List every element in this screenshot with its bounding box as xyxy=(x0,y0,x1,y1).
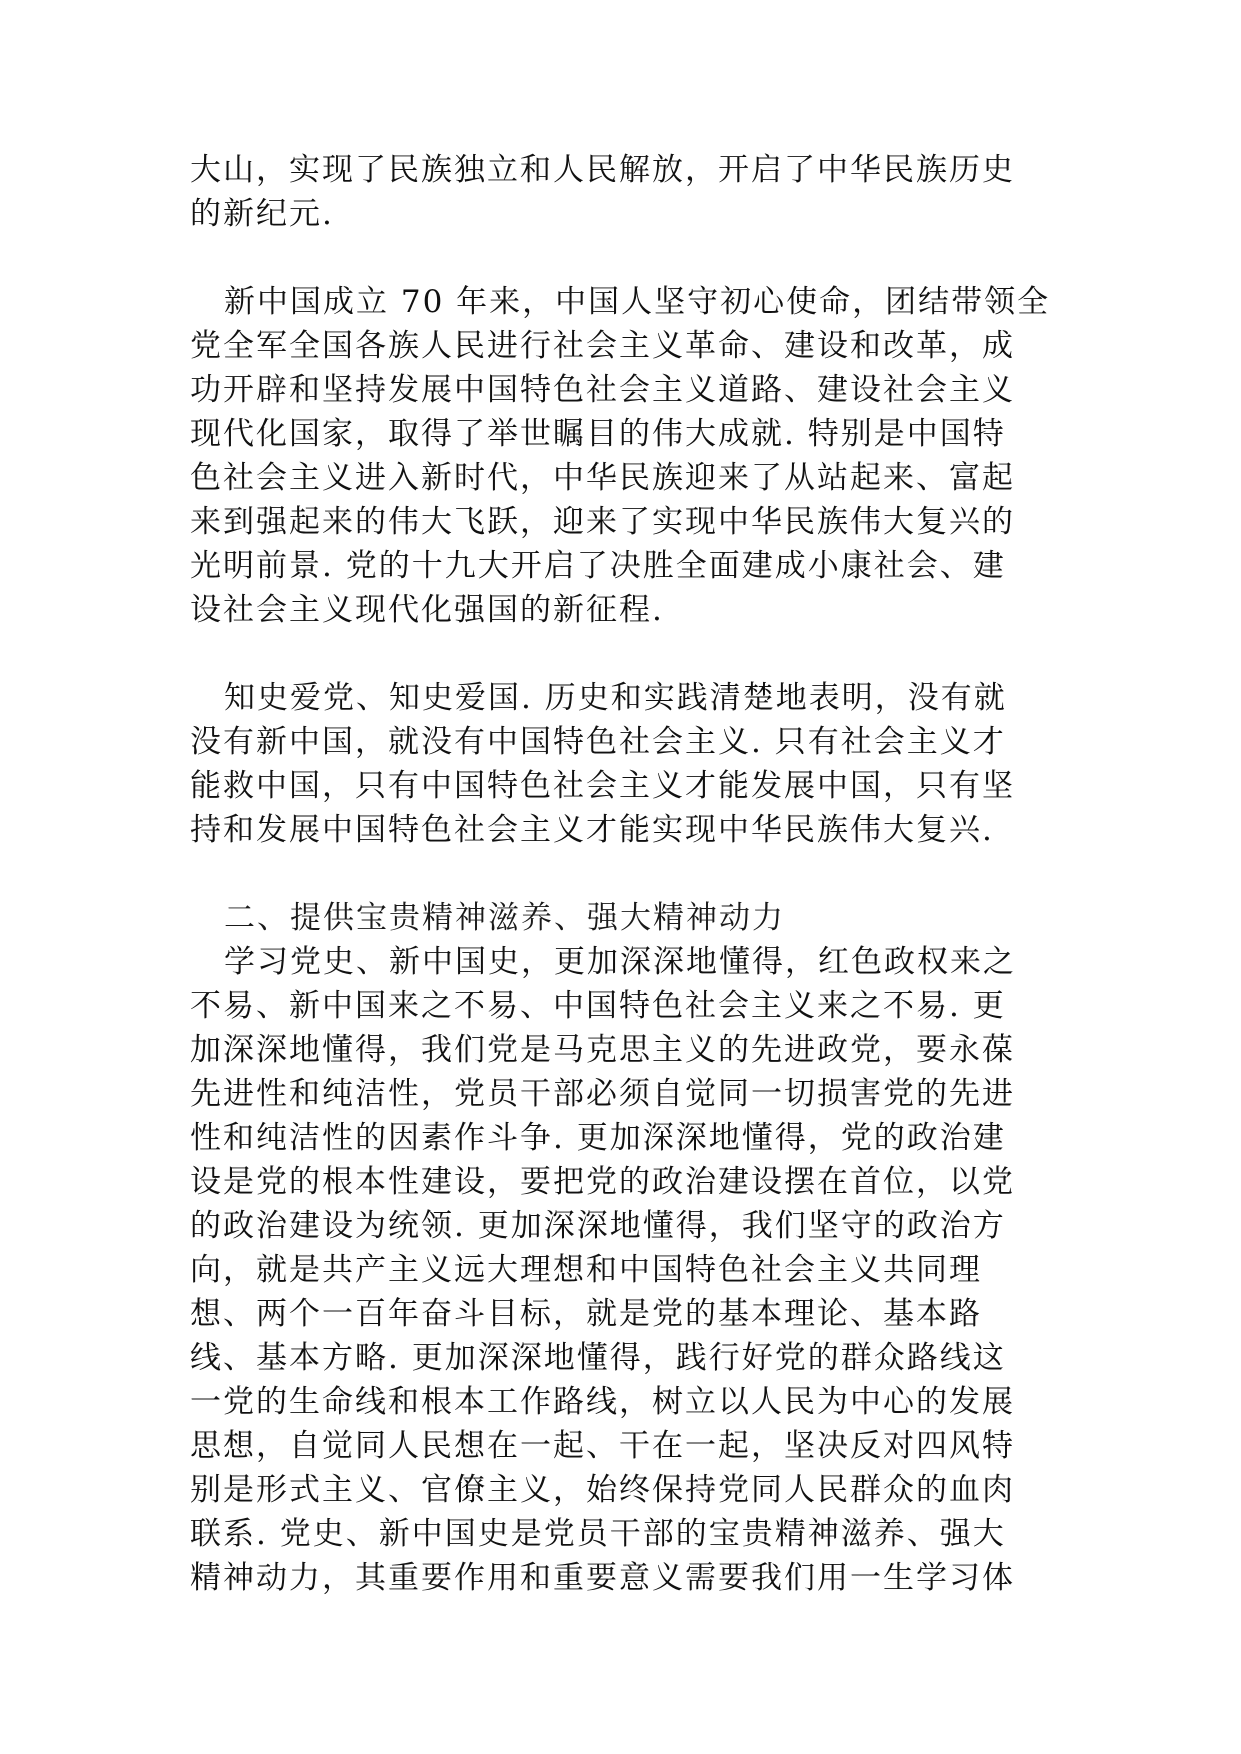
paragraph-line: 功开辟和坚持发展中国特色社会主义道路、建设社会主义 xyxy=(190,372,1015,408)
paragraph-line: 的新纪元. xyxy=(190,196,334,232)
paragraph-line: 向，就是共产主义远大理想和中国特色社会主义共同理 xyxy=(190,1252,982,1288)
paragraph-2 xyxy=(190,280,1050,632)
paragraph-line: 设是党的根本性建设，要把党的政治建设摆在首位，以党 xyxy=(190,1164,1015,1200)
paragraph-line: 现代化国家，取得了举世瞩目的伟大成就. 特别是中国特 xyxy=(190,416,1006,452)
paragraph-4 xyxy=(190,940,1050,1600)
paragraph-line: 没有新中国，就没有中国特色社会主义. 只有社会主义才 xyxy=(190,724,1006,760)
paragraph-line: 不易、新中国来之不易、中国特色社会主义来之不易. 更 xyxy=(190,988,1006,1024)
paragraph-line: 新中国成立 70 年来，中国人坚守初心使命，团结带领全 xyxy=(224,284,1050,320)
paragraph-spacer xyxy=(190,236,1050,280)
paragraph-line: 色社会主义进入新时代，中华民族迎来了从站起来、富起 xyxy=(190,460,1015,496)
paragraph-line: 学习党史、新中国史，更加深深地懂得，红色政权来之 xyxy=(224,944,1016,980)
paragraph-line: 精神动力，其重要作用和重要意义需要我们用一生学习体 xyxy=(190,1560,1015,1596)
paragraph-3 xyxy=(190,676,1050,852)
paragraph-line: 联系. 党史、新中国史是党员干部的宝贵精神滋养、强大 xyxy=(190,1516,1006,1552)
paragraph-spacer xyxy=(190,632,1050,676)
paragraph-line: 一党的生命线和根本工作路线，树立以人民为中心的发展 xyxy=(190,1384,1015,1420)
paragraph-line: 设社会主义现代化强国的新征程. xyxy=(190,592,664,628)
paragraph-line: 大山，实现了民族独立和人民解放，开启了中华民族历史 xyxy=(190,152,1015,188)
paragraph-1 xyxy=(190,148,1050,236)
paragraph-line: 线、基本方略. 更加深深地懂得，践行好党的群众路线这 xyxy=(190,1340,1006,1376)
paragraph-line: 想、两个一百年奋斗目标，就是党的基本理论、基本路 xyxy=(190,1296,982,1332)
paragraph-line: 思想，自觉同人民想在一起、干在一起，坚决反对四风特 xyxy=(190,1428,1015,1464)
section-heading-block xyxy=(190,896,1050,940)
paragraph-line: 别是形式主义、官僚主义，始终保持党同人民群众的血肉 xyxy=(190,1472,1015,1508)
document-body xyxy=(190,148,1050,1600)
paragraph-line: 党全军全国各族人民进行社会主义革命、建设和改革，成 xyxy=(190,328,1015,364)
paragraph-line: 性和纯洁性的因素作斗争. 更加深深地懂得，党的政治建 xyxy=(190,1120,1006,1156)
paragraph-line: 的政治建设为统领. 更加深深地懂得，我们坚守的政治方 xyxy=(190,1208,1006,1244)
section-heading: 二、提供宝贵精神滋养、强大精神动力 xyxy=(224,900,785,936)
paragraph-line: 能救中国，只有中国特色社会主义才能发展中国，只有坚 xyxy=(190,768,1015,804)
paragraph-spacer xyxy=(190,852,1050,896)
paragraph-line: 持和发展中国特色社会主义才能实现中华民族伟大复兴. xyxy=(190,812,994,848)
paragraph-line: 来到强起来的伟大飞跃，迎来了实现中华民族伟大复兴的 xyxy=(190,504,1015,540)
paragraph-line: 知史爱党、知史爱国. 历史和实践清楚地表明，没有就 xyxy=(224,680,1007,716)
paragraph-line: 加深深地懂得，我们党是马克思主义的先进政党，要永葆 xyxy=(190,1032,1015,1068)
paragraph-line: 先进性和纯洁性，党员干部必须自觉同一切损害党的先进 xyxy=(190,1076,1015,1112)
paragraph-line: 光明前景. 党的十九大开启了决胜全面建成小康社会、建 xyxy=(190,548,1006,584)
